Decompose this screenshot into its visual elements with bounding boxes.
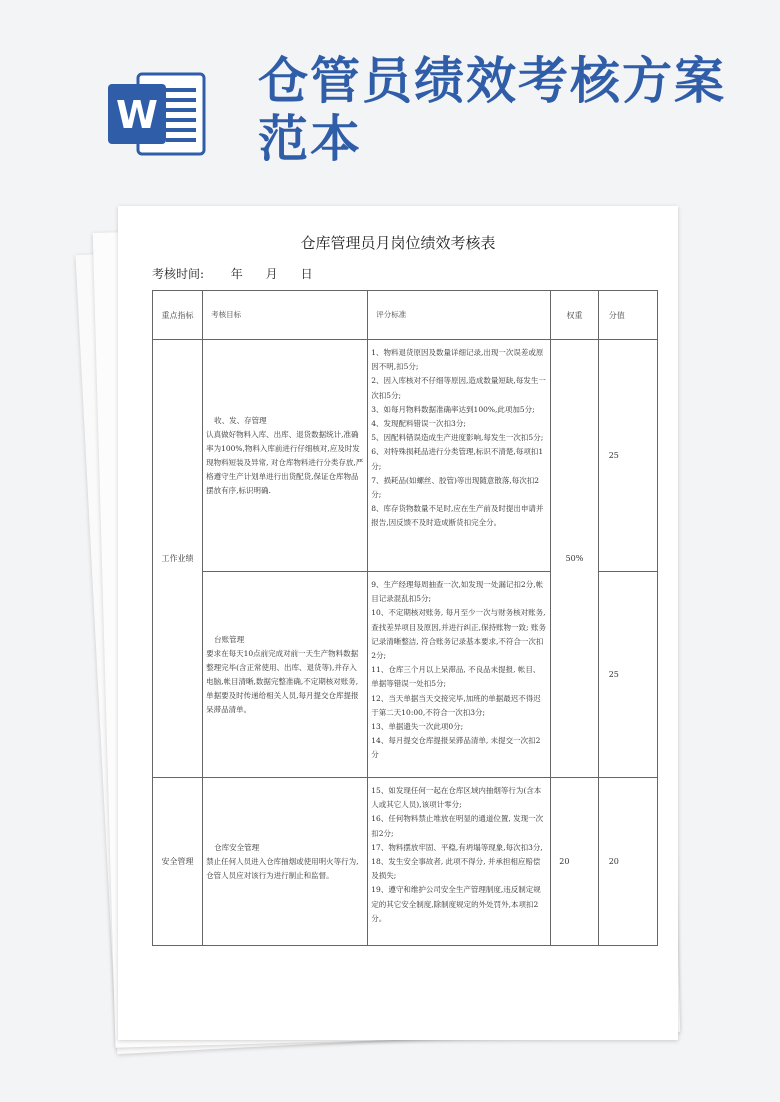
document-title: 仓库管理员月岗位绩效考核表 [300, 234, 496, 252]
target-cell [203, 778, 368, 946]
criteria-item: 1、物料退货原因及数量详细记录,出现一次误差或原因不明,扣5分; [371, 348, 544, 372]
col-header-criteria: 评分标准 [368, 291, 551, 340]
target-cell [203, 340, 368, 572]
target-cell [203, 572, 368, 778]
criteria-item: 5、因配料错误造成生产进度影响,每发生一次扣5分; [371, 433, 544, 443]
indicator-cell: 工作业绩 [153, 340, 203, 778]
criteria-item: 16、任何物料禁止堆放在明显的通道位置, 发现一次扣2分; [371, 814, 544, 838]
weight-cell: 20 [551, 778, 598, 946]
criteria-item: 19、遵守和维护公司安全生产管理制度,违反制定规定的其它安全制度,除制度规定的外处罚外,本项扣2分。 [371, 885, 541, 923]
criteria-item: 9、生产经理每周抽查一次,如发现一处漏记扣2分,帐目记录混乱扣5分; [371, 580, 544, 604]
weight-cell: 50% [551, 340, 598, 778]
assessment-table [152, 290, 658, 946]
time-year: 年 [230, 267, 243, 281]
col-header-weight: 权重 [551, 291, 598, 340]
score-cell: 20 [598, 778, 657, 946]
criteria-item: 17、物料摆放牢固、平稳,有坍塌等现象,每次扣3分, [371, 842, 543, 852]
indicator-cell: 安全管理 [153, 778, 203, 946]
assessment-time-row [152, 265, 313, 282]
criteria-item: 10、不定期核对账务, 每月至少一次与财务核对账务,查找差异项目及原因,并进行纠正,保持账物一致; 账务记录清晰整洁, 符合账务记录基本要求,不符合一次扣2分; [371, 608, 546, 661]
criteria-item: 3、如每月物料数据准确率达到100%,此项加5分; [371, 404, 535, 414]
criteria-item: 2、因入库核对不仔细等原因,造成数量短缺,每发生一次扣5分; [371, 376, 546, 400]
criteria-cell [368, 572, 551, 778]
table-row [153, 340, 658, 572]
word-logo-icon [108, 68, 208, 160]
criteria-item: 12、当天单据当天交接完毕,加班的单据最迟不得迟于第二天10:00,不符合一次扣3分; [371, 693, 541, 717]
page-title: 仓管员绩效考核方案范本 [258, 52, 726, 168]
criteria-item: 6、对特殊损耗品进行分类管理,标识不清楚,每项扣1分; [371, 447, 544, 471]
target-text: 禁止任何人员进入仓库抽烟或使用明火等行为,仓管人员应对该行为进行制止和监督。 [206, 856, 359, 880]
target-heading: 收、发、存管理 [214, 415, 267, 425]
target-heading: 仓库安全管理 [214, 842, 260, 852]
time-month: 月 [265, 267, 278, 281]
score-cell: 25 [598, 340, 657, 572]
logo-letter: W [116, 93, 158, 137]
criteria-item: 8、库存货物数量不足时,应在生产前及时提出申请并报告,因反馈不及时造成断货扣完全分。 [371, 504, 544, 528]
criteria-item: 11、仓库三个月以上呆滞品, 不良品未提报, 帐目、单据等错误一处扣5分; [371, 665, 541, 689]
target-text: 认真做好物料入库、出库、退货数据统计,准确率为100%,物料入库前进行仔细核对,应及时发现物料短装及异常, 对仓库物料进行分类存放,严格遵守生产计划单进行出货配货,保证仓库物品摆放有序,标识明确. [206, 429, 364, 495]
criteria-item: 7、损耗品(如螺丝、胶管)等出现随意散落,每次扣2分; [371, 475, 540, 500]
criteria-item: 18、发生安全事故者, 此项不得分, 并承担相应赔偿及损失; [371, 857, 541, 881]
document-page [118, 206, 678, 1040]
table-row [153, 778, 658, 946]
col-header-indicator: 重点指标 [153, 291, 203, 340]
criteria-item: 13、单据遗失一次此项0分; [371, 722, 464, 732]
target-heading: 台账管理 [214, 634, 245, 644]
col-header-target: 考核目标 [203, 291, 368, 340]
time-day: 日 [300, 267, 313, 281]
col-header-score: 分值 [598, 291, 657, 340]
target-text: 要求在每天10点前完成对前一天生产物料数据整理完毕(含正常使用、出库、退货等),并存入电脑,帐目清晰,数据完整准确,不定期核对账务,单据要及时传递给相关人员,每月提交仓库提报呆滞品清单。 [206, 648, 359, 714]
time-label: 考核时间: [152, 267, 205, 281]
criteria-item: 4、发现配料错误一次扣3分; [371, 419, 466, 429]
criteria-item: 15、如发现任何一起在仓库区域内抽烟等行为(含本人或其它人员),该项计零分; [371, 786, 542, 810]
table-header-row [153, 291, 658, 340]
criteria-cell [368, 340, 551, 572]
criteria-cell [368, 778, 551, 946]
score-cell: 25 [598, 572, 657, 778]
criteria-item: 14、每月提交仓库提报呆滞品清单, 未提交一次扣2分 [371, 736, 541, 760]
